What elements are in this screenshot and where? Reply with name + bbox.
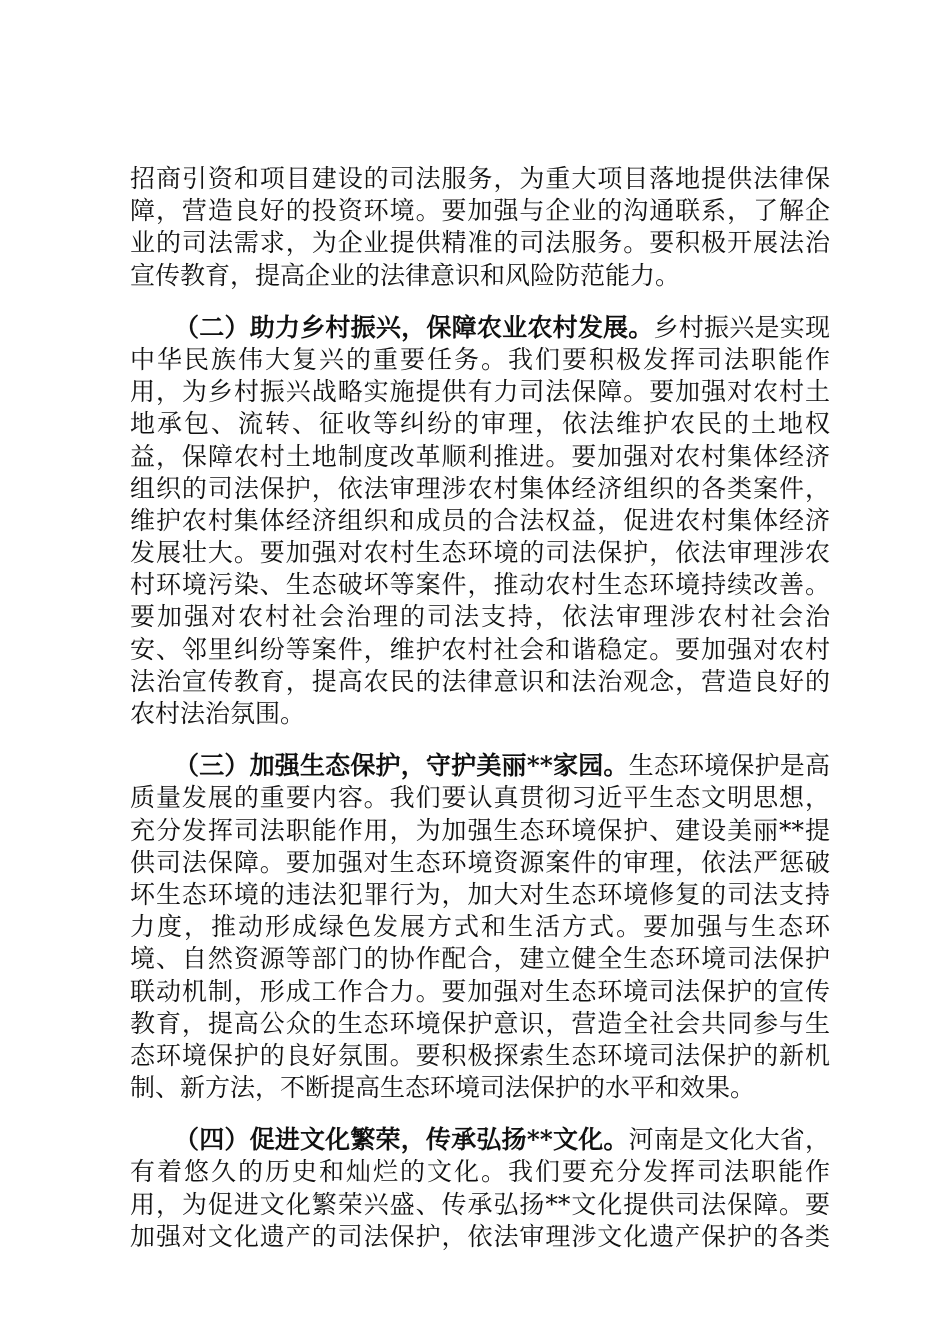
- text-line: 加强对文化遗产的司法保护，依法审理涉文化遗产保护的各类: [130, 1221, 830, 1251]
- text-line: 安、邻里纠纷等案件，维护农村社会和谐稳定。要加强对农村: [130, 634, 830, 664]
- section-heading: （三）加强生态保护，守护美丽**家园。: [174, 751, 629, 781]
- text-line: 制、新方法，不断提高生态环境司法保护的水平和效果。: [130, 1073, 756, 1103]
- paragraph-1: [130, 163, 830, 292]
- text-line: 力度，推动形成绿色发展方式和生活方式。要加强与生态环: [130, 912, 830, 942]
- text-span: 生态环境保护是高: [628, 751, 830, 781]
- text-line: 要加强对农村社会治理的司法支持，依法审理涉农村社会治: [130, 602, 830, 632]
- text-line: 益，保障农村土地制度改革顺利推进。要加强对农村集体经济: [130, 441, 830, 471]
- text-line: 维护农村集体经济组织和成员的合法权益，促进农村集体经济: [130, 505, 830, 535]
- section-heading: （四）促进文化繁荣，传承弘扬**文化。: [174, 1125, 629, 1155]
- text-line: 业的司法需求，为企业提供精准的司法服务。要积极开展法治: [130, 228, 830, 258]
- paragraph-4: [130, 1124, 830, 1253]
- text-line: 法治宣传教育，提高农民的法律意识和法治观念，营造良好的: [130, 666, 830, 696]
- paragraph-first-line: [130, 750, 830, 782]
- text-line: 招商引资和项目建设的司法服务，为重大项目落地提供法律保: [130, 164, 830, 193]
- text-line: 境、自然资源等部门的协作配合，建立健全生态环境司法保护: [130, 944, 830, 974]
- text-line: 农村法治氛围。: [130, 699, 306, 728]
- paragraph-first-line: [130, 1124, 830, 1156]
- text-span: 河南是文化大省，: [628, 1125, 830, 1155]
- text-line: 宣传教育，提高企业的法律意识和风险防范能力。: [130, 260, 681, 290]
- text-line: 村环境污染、生态破坏等案件，推动农村生态环境持续改善。: [130, 570, 830, 600]
- text-line: 发展壮大。要加强对农村生态环境的司法保护，依法审理涉农: [130, 538, 830, 568]
- text-line: 组织的司法保护，依法审理涉农村集体经济组织的各类案件，: [130, 473, 830, 503]
- paragraph-first-line: [130, 312, 830, 344]
- text-line: 用，为乡村振兴战略实施提供有力司法保障。要加强对农村土: [130, 377, 830, 407]
- text-line: 态环境保护的良好氛围。要积极探索生态环境司法保护的新机: [130, 1040, 830, 1070]
- text-line: 充分发挥司法职能作用，为加强生态环境保护、建设美丽**提: [130, 815, 830, 845]
- text-line: 联动机制，形成工作合力。要加强对生态环境司法保护的宣传: [130, 976, 830, 1006]
- text-line: 用，为促进文化繁荣兴盛、传承弘扬**文化提供司法保障。要: [130, 1189, 830, 1219]
- paragraph-2: [130, 312, 830, 730]
- text-span: 乡村振兴是实现: [653, 312, 830, 342]
- paragraph-3: [130, 750, 830, 1104]
- text-line: 教育，提高公众的生态环境保护意识，营造全社会共同参与生: [130, 1008, 830, 1038]
- text-line: 有着悠久的历史和灿烂的文化。我们要充分发挥司法职能作: [130, 1157, 830, 1187]
- document-page: [130, 163, 830, 1253]
- text-line: 坏生态环境的违法犯罪行为，加大对生态环境修复的司法支持: [130, 879, 830, 909]
- text-line: 供司法保障。要加强对生态环境资源案件的审理，依法严惩破: [130, 847, 830, 877]
- text-line: 质量发展的重要内容。我们要认真贯彻习近平生态文明思想，: [130, 783, 830, 813]
- text-line: 地承包、流转、征收等纠纷的审理，依法维护农民的土地权: [130, 409, 830, 439]
- text-line: 障，营造良好的投资环境。要加强与企业的沟通联系，了解企: [130, 196, 830, 226]
- text-line: 中华民族伟大复兴的重要任务。我们要积极发挥司法职能作: [130, 344, 830, 374]
- section-heading: （二）助力乡村振兴，保障农业农村发展。: [174, 312, 654, 342]
